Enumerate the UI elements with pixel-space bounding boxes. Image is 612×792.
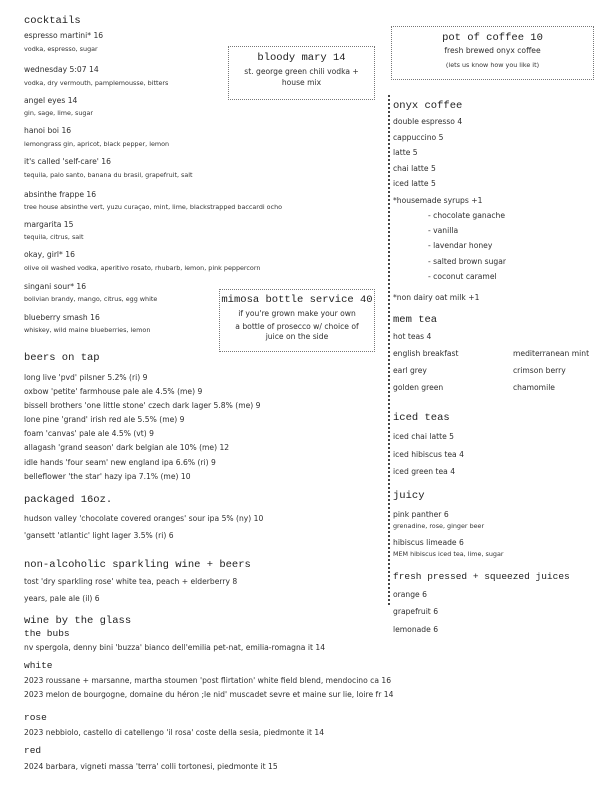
- pot-of-coffee-line1: fresh brewed onyx coffee: [444, 46, 541, 55]
- menu-item-desc: vodka, dry vermouth, pamplemousse, bitters: [24, 79, 169, 87]
- menu-item-desc: vodka, espresso, sugar: [24, 45, 98, 53]
- tea-item: chamomile: [513, 383, 555, 392]
- oat-milk-label: *non dairy oat milk +1: [393, 293, 480, 302]
- menu-item-desc: lemongrass gin, apricot, black pepper, lemon: [24, 140, 170, 148]
- wine-item: 2023 nebbiolo, castello di catellengo 'il rosa' coste della sesia, piedmonte it 14: [24, 728, 325, 737]
- syrup-item: - coconut caramel: [428, 272, 497, 281]
- mimosa-line2: a bottle of prosecco w/ choice of: [235, 322, 359, 331]
- mimosa-title: mimosa bottle service 40: [221, 294, 373, 306]
- packaged-item: 'gansett 'atlantic' light lager 3.5% (ri) 6: [24, 531, 174, 540]
- wine-item: 2024 barbara, vigneti massa 'terra' colli tortonesi, piedmonte it 15: [24, 762, 278, 771]
- menu-item-desc: bolivian brandy, mango, citrus, egg white: [24, 295, 158, 303]
- wine-red-heading: red: [24, 745, 42, 756]
- menu-item-name: blueberry smash 16: [24, 313, 100, 322]
- iced-tea-item: iced hibiscus tea 4: [393, 450, 464, 459]
- menu-item-desc: olive oil washed vodka, aperitivo rosato, rhubarb, lemon, pink peppercorn: [24, 264, 261, 272]
- wine-item: 2023 roussane + marsanne, martha stoumen 'post flirtation' white field blend, mendocino ca 16: [24, 676, 392, 685]
- coffee-item: double espresso 4: [393, 117, 463, 126]
- wine-bubs-heading: the bubs: [24, 628, 70, 639]
- mimosa-line3: juice on the side: [265, 332, 329, 341]
- juicy-item-name: hibiscus limeade 6: [393, 538, 464, 547]
- coffee-item: latte 5: [393, 148, 418, 157]
- hot-teas-label: hot teas 4: [393, 332, 432, 341]
- juice-item: orange 6: [393, 590, 427, 599]
- juicy-item-desc: MEM hibiscus iced tea, lime, sugar: [393, 550, 504, 558]
- iced-teas-heading: iced teas: [393, 412, 450, 424]
- column-divider: [388, 95, 390, 605]
- wine-rose-heading: rose: [24, 712, 47, 723]
- beer-item: oxbow 'petite' farmhouse pale ale 4.5% (me) 9: [24, 387, 203, 396]
- coffee-item: cappuccino 5: [393, 133, 444, 142]
- menu-item-name: okay, girl* 16: [24, 250, 75, 259]
- pot-of-coffee-line2: (lets us know how you like it): [445, 61, 540, 69]
- juice-item: lemonade 6: [393, 625, 439, 634]
- non-alc-item: tost 'dry sparkling rose' white tea, peach + elderberry 8: [24, 577, 238, 586]
- tea-item: english breakfast: [393, 349, 459, 358]
- non-alc-heading: non-alcoholic sparkling wine + beers: [24, 559, 251, 571]
- bloody-mary-line1: st. george green chili vodka +: [244, 67, 359, 76]
- beer-item: foam 'canvas' pale ale 4.5% (vt) 9: [24, 429, 154, 438]
- bloody-mary-box: [228, 46, 375, 100]
- menu-item-name: it's called 'self-care' 16: [24, 157, 111, 166]
- juice-item: grapefruit 6: [393, 607, 439, 616]
- syrup-item: - vanilla: [428, 226, 459, 235]
- beer-item: idle hands 'four seam' new england ipa 6.6% (ri) 9: [24, 458, 216, 467]
- beer-item: bissell brothers 'one little stone' czech dark lager 5.8% (me) 9: [24, 401, 261, 410]
- cocktails-heading: cocktails: [24, 15, 81, 27]
- onyx-heading: onyx coffee: [393, 100, 463, 112]
- beers-heading: beers on tap: [24, 352, 100, 364]
- menu-item-desc: whiskey, wild maine blueberries, lemon: [24, 326, 151, 334]
- menu-item-name: absinthe frappe 16: [24, 190, 97, 199]
- menu-item-desc: tree house absinthe vert, yuzu curaçao, mint, lime, blackstrapped baccardi ocho: [24, 203, 283, 211]
- menu-item-desc: tequila, palo santo, banana du brasil, grapefruit, salt: [24, 171, 193, 179]
- juicy-item-desc: grenadine, rose, ginger beer: [393, 522, 485, 530]
- mimosa-line1: if you're grown make your own: [238, 309, 356, 318]
- tea-item: golden green: [393, 383, 444, 392]
- menu-item-name: margarita 15: [24, 220, 74, 229]
- mem-tea-heading: mem tea: [393, 314, 438, 326]
- bloody-mary-title: bloody mary 14: [257, 52, 346, 64]
- syrup-item: - lavendar honey: [428, 241, 493, 250]
- tea-item: crimson berry: [513, 366, 566, 375]
- iced-tea-item: iced green tea 4: [393, 467, 456, 476]
- menu-item-name: wednesday 5:07 14: [24, 65, 99, 74]
- beer-item: belleflower 'the star' hazy ipa 7.1% (me) 10: [24, 472, 191, 481]
- syrup-item: - salted brown sugar: [428, 257, 506, 266]
- tea-item: mediterranean mint: [513, 349, 590, 358]
- wine-item: 2023 melon de bourgogne, domaine du héron ;le nid' muscadet sevre et maine sur lie, loire fr 14: [24, 690, 394, 699]
- menu-item-name: espresso martini* 16: [24, 31, 104, 40]
- fresh-juices-heading: fresh pressed + squeezed juices: [393, 571, 570, 582]
- iced-tea-item: iced chai latte 5: [393, 432, 454, 441]
- wine-white-heading: white: [24, 660, 53, 671]
- beer-item: lone pine 'grand' irish red ale 5.5% (me) 9: [24, 415, 185, 424]
- syrup-item: - chocolate ganache: [428, 211, 506, 220]
- bloody-mary-line2: house mix: [281, 78, 322, 87]
- tea-item: earl grey: [393, 366, 427, 375]
- juicy-heading: juicy: [393, 490, 425, 502]
- menu-item-name: angel eyes 14: [24, 96, 78, 105]
- menu-item-desc: gin, sage, lime, sugar: [24, 109, 93, 117]
- pot-of-coffee-box: [391, 26, 594, 80]
- menu-item-name: hanoi boi 16: [24, 126, 72, 135]
- coffee-item: iced latte 5: [393, 179, 436, 188]
- beer-item: allagash 'grand season' dark belgian ale 10% (me) 12: [24, 443, 230, 452]
- mimosa-box: [219, 289, 375, 352]
- menu-item-desc: tequila, citrus, salt: [24, 233, 84, 241]
- syrups-label: *housemade syrups +1: [393, 196, 483, 205]
- packaged-heading: packaged 16oz.: [24, 494, 113, 506]
- menu-item-name: singani sour* 16: [24, 282, 87, 291]
- non-alc-item: years, pale ale (il) 6: [24, 594, 100, 603]
- beer-item: long live 'pvd' pilsner 5.2% (ri) 9: [24, 373, 148, 382]
- pot-of-coffee-title: pot of coffee 10: [442, 32, 543, 44]
- wine-heading: wine by the glass: [24, 615, 132, 627]
- coffee-item: chai latte 5: [393, 164, 436, 173]
- packaged-item: hudson valley 'chocolate covered oranges' sour ipa 5% (ny) 10: [24, 514, 264, 523]
- juicy-item-name: pink panther 6: [393, 510, 449, 519]
- wine-item: nv spergola, denny bini 'buzza' bianco dell'emilia pet-nat, emilia-romagna it 14: [24, 643, 326, 652]
